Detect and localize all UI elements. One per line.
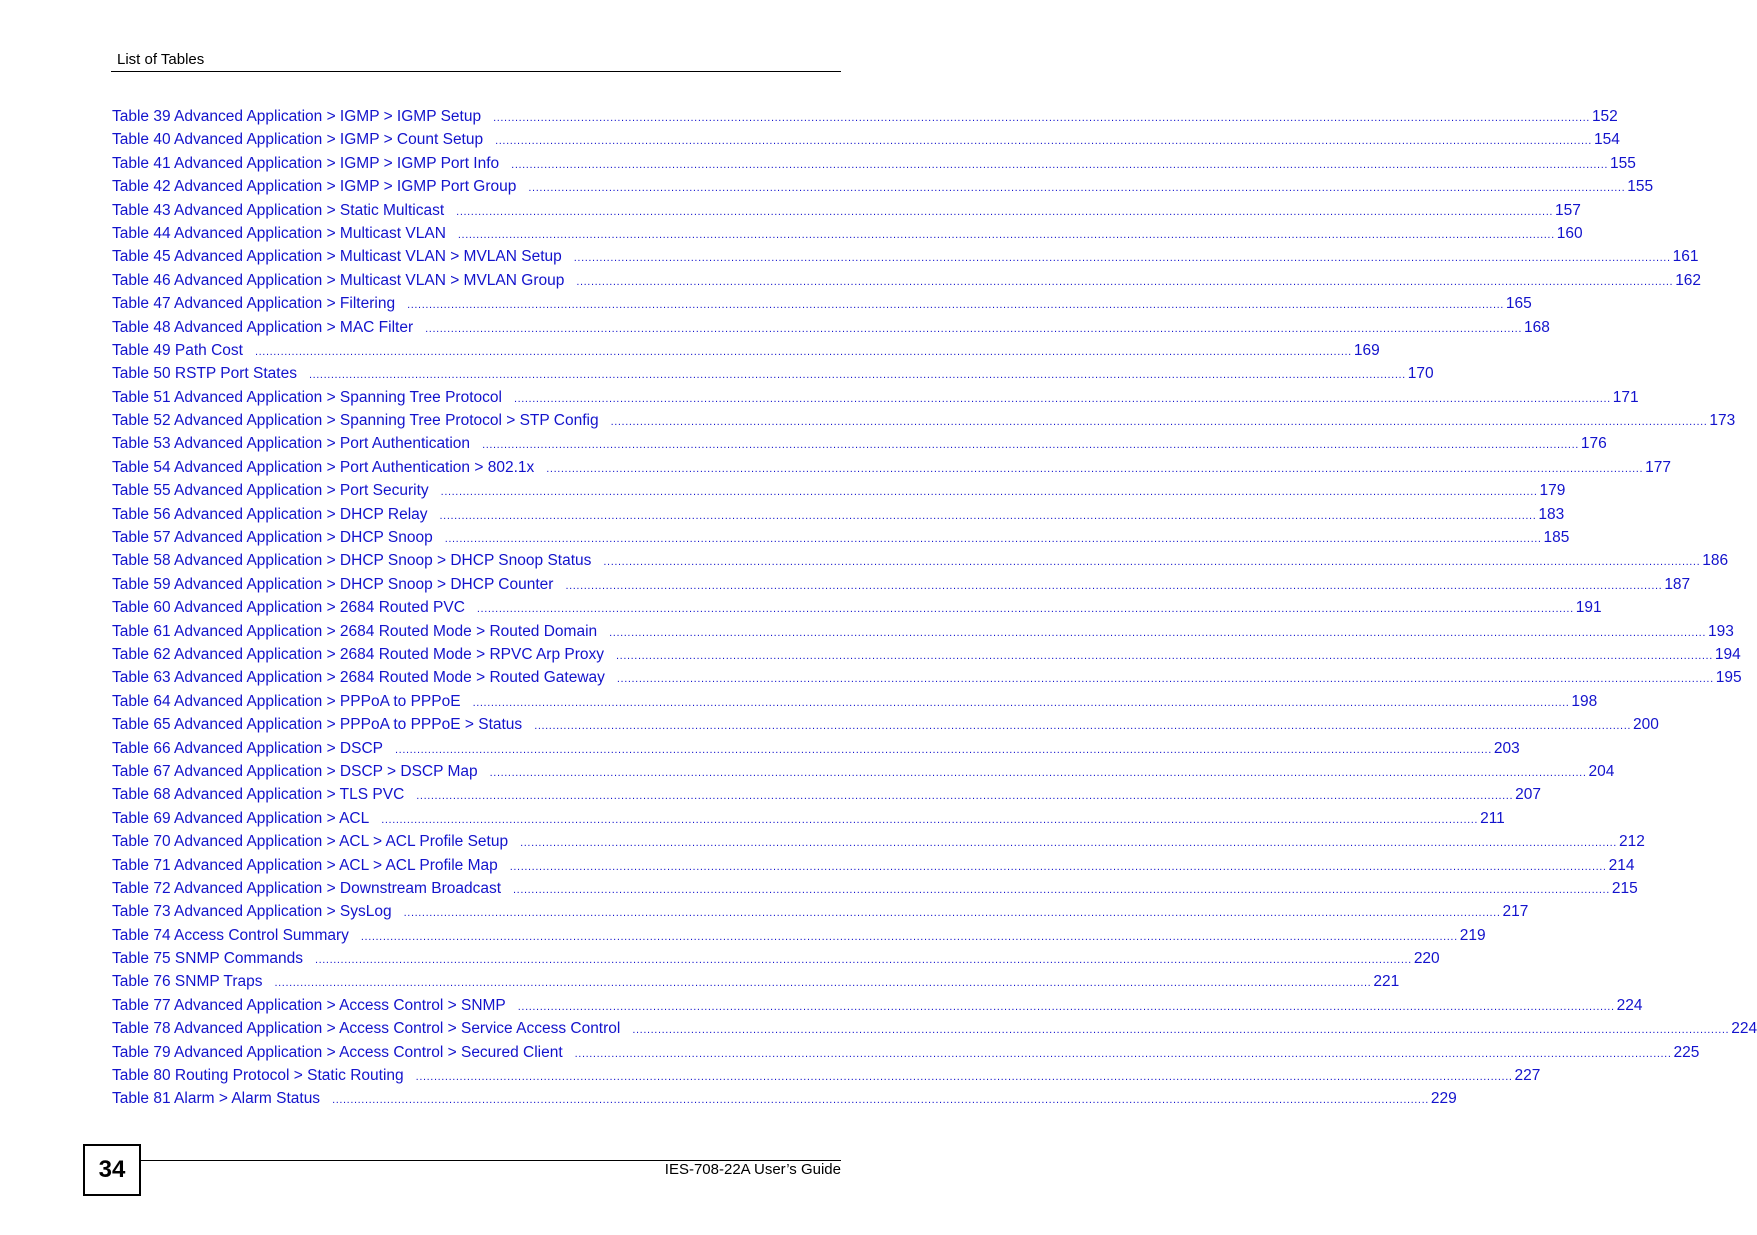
toc-entry-title[interactable]: Table 81 Alarm > Alarm Status (112, 1090, 321, 1108)
toc-entry-page[interactable]: 211 (1480, 809, 1505, 827)
page-number: 34 (98, 1156, 126, 1183)
dot-leader: ............................................................................................................................................................................................................................................................................................................ (254, 345, 1352, 358)
header-divider (111, 71, 841, 72)
dot-leader: ............................................................................................................................................................................................................................................................................................................ (439, 509, 1537, 522)
dot-leader: ............................................................................................................................................................................................................................................................................................................ (616, 649, 1713, 662)
toc-entry-page[interactable]: 220 (1413, 950, 1440, 968)
toc-entry-page[interactable]: 214 (1608, 856, 1635, 874)
toc-entry-page[interactable]: 177 (1645, 458, 1671, 476)
dot-leader: ............................................................................................................................................................................................................................................................................................................ (472, 696, 1570, 709)
toc-entry[interactable] (112, 970, 1400, 993)
toc-entry-page[interactable]: 161 (1672, 248, 1699, 266)
toc-entry-title[interactable]: Table 50 RSTP Port States (112, 365, 297, 383)
toc-entry-title[interactable]: Table 65 Advanced Application > PPPoA to PPPoE > Status (112, 716, 523, 734)
toc-entry-title[interactable]: Table 57 Advanced Application > DHCP Snoop (112, 529, 433, 547)
toc-entry-title[interactable]: Table 73 Advanced Application > SysLog (112, 903, 392, 921)
toc-entry[interactable] (112, 620, 1734, 643)
toc-entry[interactable] (112, 339, 1380, 362)
dot-leader: ............................................................................................................................................................................................................................................................................................................ (511, 158, 1609, 171)
dot-leader: ............................................................................................................................................................................................................................................................................................................ (610, 416, 1708, 429)
toc-entry-page[interactable]: 176 (1580, 435, 1607, 453)
dot-leader: ............................................................................................................................................................................................................................................................................................................ (513, 883, 1610, 896)
toc-entry[interactable] (112, 316, 1550, 339)
toc-entry-title[interactable]: Table 55 Advanced Application > Port Security (112, 482, 429, 500)
toc-entry[interactable] (112, 386, 1639, 409)
toc-entry[interactable] (112, 994, 1643, 1017)
toc-entry[interactable] (112, 783, 1541, 806)
dot-leader: ............................................................................................................................................................................................................................................................................................................ (332, 1094, 1429, 1107)
toc-entry-page[interactable]: 224 (1731, 1020, 1757, 1038)
toc-entry[interactable] (112, 549, 1729, 572)
toc-entry[interactable] (112, 690, 1598, 713)
dot-leader: ............................................................................................................................................................................................................................................................................................................ (609, 626, 1706, 639)
toc-entry-page[interactable]: 224 (1616, 996, 1643, 1014)
toc-entry[interactable] (112, 737, 1520, 760)
toc-entry[interactable] (112, 713, 1659, 736)
dot-leader: ............................................................................................................................................................................................................................................................................................................ (425, 322, 1522, 335)
toc-entry[interactable] (112, 760, 1615, 783)
toc-entry-page[interactable]: 169 (1353, 341, 1380, 359)
dot-leader: ............................................................................................................................................................................................................................................................................................................ (495, 135, 1592, 148)
dot-leader: ............................................................................................................................................................................................................................................................................................................ (482, 439, 1579, 452)
toc-entry-page[interactable]: 227 (1514, 1067, 1541, 1085)
toc-entry-title[interactable]: Table 56 Advanced Application > DHCP Relay (112, 505, 428, 523)
toc-entry-title[interactable]: Table 69 Advanced Application > ACL (112, 809, 370, 827)
toc-entry-title[interactable]: Table 62 Advanced Application > 2684 Routed Mode > RPVC Arp Proxy (112, 645, 605, 663)
toc-entry-page[interactable]: 173 (1709, 412, 1736, 430)
toc-entry-title[interactable]: Table 72 Advanced Application > Downstream Broadcast (112, 879, 502, 897)
toc-entry-title[interactable]: Table 39 Advanced Application > IGMP > IGMP Setup (112, 108, 482, 125)
toc-entry[interactable] (112, 432, 1607, 455)
toc-entry-title[interactable]: Table 64 Advanced Application > PPPoA to PPPoE (112, 692, 461, 710)
toc-entry[interactable] (112, 152, 1636, 175)
dot-leader: ............................................................................................................................................................................................................................................................................................................ (517, 1000, 1615, 1013)
dot-leader: ............................................................................................................................................................................................................................................................................................................ (395, 743, 1492, 756)
dot-leader: ............................................................................................................................................................................................................................................................................................................ (415, 1071, 1513, 1084)
dot-leader: ............................................................................................................................................................................................................................................................................................................ (603, 556, 1701, 569)
toc-entry-page[interactable]: 229 (1430, 1090, 1457, 1108)
dot-leader: ............................................................................................................................................................................................................................................................................................................ (403, 907, 1501, 920)
toc-entry-title[interactable]: Table 41 Advanced Application > IGMP > IGMP Port Info (112, 154, 500, 172)
toc-entry-title[interactable]: Table 60 Advanced Application > 2684 Routed PVC (112, 599, 465, 617)
toc-entry-title[interactable]: Table 75 SNMP Commands (112, 950, 303, 968)
dot-leader: ............................................................................................................................................................................................................................................................................................................ (360, 930, 1458, 943)
toc-entry-title[interactable]: Table 61 Advanced Application > 2684 Routed Mode > Routed Domain (112, 622, 598, 640)
toc-entry[interactable] (112, 1017, 1757, 1040)
toc-entry[interactable] (112, 362, 1434, 385)
toc-entry[interactable] (112, 830, 1645, 853)
dot-leader: ............................................................................................................................................................................................................................................................................................................ (314, 954, 1412, 967)
toc-entry[interactable] (112, 1041, 1700, 1064)
toc-entry[interactable] (112, 456, 1671, 479)
dot-leader: ............................................................................................................................................................................................................................................................................................................ (274, 977, 1372, 990)
toc-entry-page[interactable]: 160 (1556, 224, 1583, 242)
toc-entry[interactable] (112, 643, 1741, 666)
toc-entry-page[interactable]: 219 (1459, 926, 1486, 944)
toc-entry-page[interactable]: 185 (1543, 529, 1570, 547)
toc-entry-title[interactable]: Table 53 Advanced Application > Port Authentication (112, 435, 471, 453)
toc-entry-title[interactable]: Table 43 Advanced Application > Static Multicast (112, 201, 445, 219)
toc-entry-title[interactable]: Table 51 Advanced Application > Spanning Tree Protocol (112, 388, 502, 406)
dot-leader: ............................................................................................................................................................................................................................................................................................................ (456, 205, 1554, 218)
toc-entry[interactable] (112, 128, 1620, 151)
toc-entry[interactable] (112, 199, 1581, 222)
dot-leader: ............................................................................................................................................................................................................................................................................................................ (308, 369, 1406, 382)
guide-title: IES-708-22A User’s Guide (664, 1161, 841, 1178)
toc-entry-page[interactable]: 198 (1571, 692, 1598, 710)
toc-entry-page[interactable]: 186 (1702, 552, 1729, 570)
toc-entry-page[interactable]: 207 (1515, 786, 1541, 804)
toc-entry[interactable] (112, 245, 1699, 268)
toc-entry-page[interactable]: 221 (1373, 973, 1400, 991)
toc-entry-page[interactable]: 215 (1611, 879, 1638, 897)
dot-leader: ............................................................................................................................................................................................................................................................................................................ (632, 1024, 1730, 1037)
toc-entry-page[interactable]: 194 (1714, 645, 1741, 663)
toc-entry-title[interactable]: Table 40 Advanced Application > IGMP > Count Setup (112, 131, 484, 149)
toc-entry-page[interactable]: 200 (1633, 716, 1659, 734)
toc-entry-page[interactable]: 165 (1505, 295, 1532, 313)
dot-leader: ............................................................................................................................................................................................................................................................................................................ (407, 299, 1504, 312)
toc-entry-title[interactable]: Table 80 Routing Protocol > Static Routing (112, 1067, 404, 1085)
toc-entry-page[interactable]: 203 (1493, 739, 1520, 757)
toc-entry-title[interactable]: Table 52 Advanced Application > Spanning Tree Protocol > STP Config (112, 412, 599, 430)
toc-entry-title[interactable]: Table 66 Advanced Application > DSCP (112, 739, 384, 757)
toc-entry-page[interactable]: 212 (1618, 833, 1645, 851)
toc-entry-title[interactable]: Table 67 Advanced Application > DSCP > DSCP Map (112, 762, 478, 780)
toc-entry-title[interactable]: Table 48 Advanced Application > MAC Filter (112, 318, 414, 336)
toc-entry-title[interactable]: Table 58 Advanced Application > DHCP Snoop > DHCP Snoop Status (112, 552, 592, 570)
dot-leader: ............................................................................................................................................................................................................................................................................................................ (509, 860, 1607, 873)
dot-leader: ............................................................................................................................................................................................................................................................................................................ (440, 486, 1538, 499)
toc-entry[interactable] (112, 503, 1565, 526)
toc-entry[interactable] (112, 900, 1529, 923)
toc-entry[interactable] (112, 596, 1602, 619)
toc-entry-title[interactable]: Table 49 Path Cost (112, 341, 243, 359)
page-number-box (83, 1144, 141, 1196)
toc-entry-page[interactable]: 187 (1664, 575, 1691, 593)
toc-entry-page[interactable]: 154 (1593, 131, 1620, 149)
toc-entry-title[interactable]: Table 63 Advanced Application > 2684 Routed Mode > Routed Gateway (112, 669, 605, 687)
toc-entry-title[interactable]: Table 71 Advanced Application > ACL > ACL Profile Map (112, 856, 498, 874)
toc-entry[interactable] (112, 1087, 1457, 1110)
toc-entry[interactable] (112, 409, 1736, 432)
toc-entry-title[interactable]: Table 47 Advanced Application > Filtering (112, 295, 396, 313)
toc-entry-page[interactable]: 155 (1627, 178, 1654, 196)
toc-entry-page[interactable]: 191 (1575, 599, 1602, 617)
toc-entry[interactable] (112, 877, 1638, 900)
toc-entry-title[interactable]: Table 46 Advanced Application > Multicast VLAN > MVLAN Group (112, 271, 565, 289)
dot-leader: ............................................................................................................................................................................................................................................................................................................ (573, 252, 1671, 265)
toc-entry-title[interactable]: Table 54 Advanced Application > Port Authentication > 802.1x (112, 458, 535, 476)
toc-entry-page[interactable]: 171 (1612, 388, 1639, 406)
toc-entry[interactable] (112, 292, 1532, 315)
toc-entry-page[interactable]: 157 (1555, 201, 1581, 219)
toc-entry-page[interactable]: 168 (1523, 318, 1550, 336)
toc-entry[interactable] (112, 526, 1570, 549)
toc-entry[interactable] (112, 573, 1691, 596)
toc-entry-page[interactable]: 152 (1591, 108, 1618, 125)
toc-entry-page[interactable]: 195 (1715, 669, 1742, 687)
dot-leader: ............................................................................................................................................................................................................................................................................................................ (546, 462, 1644, 475)
toc-entry[interactable] (112, 1064, 1541, 1087)
toc-entry[interactable] (112, 222, 1583, 245)
toc-entry-page[interactable]: 162 (1675, 271, 1702, 289)
toc-entry[interactable] (112, 924, 1486, 947)
dot-leader: ............................................................................................................................................................................................................................................................................................................ (489, 766, 1587, 779)
toc-entry[interactable] (112, 175, 1654, 198)
toc-entry[interactable] (112, 269, 1702, 292)
toc-entry[interactable] (112, 854, 1635, 877)
toc-entry-page[interactable]: 183 (1538, 505, 1565, 523)
dot-leader: ............................................................................................................................................................................................................................................................................................................ (513, 392, 1611, 405)
toc-entry-title[interactable]: Table 78 Advanced Application > Access Control > Service Access Control (112, 1020, 621, 1038)
toc-entry[interactable] (112, 105, 1618, 128)
dot-leader: ............................................................................................................................................................................................................................................................................................................ (565, 579, 1663, 592)
dot-leader: ............................................................................................................................................................................................................................................................................................................ (520, 837, 1617, 850)
dot-leader: ............................................................................................................................................................................................................................................................................................................ (476, 603, 1574, 616)
toc-entry[interactable] (112, 947, 1440, 970)
dot-leader: ............................................................................................................................................................................................................................................................................................................ (444, 533, 1542, 546)
toc-entry-title[interactable]: Table 42 Advanced Application > IGMP > IGMP Port Group (112, 178, 517, 196)
dot-leader: ............................................................................................................................................................................................................................................................................................................ (493, 112, 1590, 124)
dot-leader: ............................................................................................................................................................................................................................................................................................................ (574, 1047, 1672, 1060)
toc-entry-page[interactable]: 170 (1407, 365, 1434, 383)
toc-entry[interactable] (112, 807, 1505, 830)
toc-entry-title[interactable]: Table 44 Advanced Application > Multicast VLAN (112, 224, 446, 242)
toc-entry[interactable] (112, 666, 1742, 689)
list-of-tables (112, 105, 1757, 1111)
toc-entry-title[interactable]: Table 45 Advanced Application > Multicast VLAN > MVLAN Setup (112, 248, 562, 266)
toc-entry-title[interactable]: Table 79 Advanced Application > Access Control > Secured Client (112, 1043, 563, 1061)
toc-entry-title[interactable]: Table 77 Advanced Application > Access Control > SNMP (112, 996, 506, 1014)
dot-leader: ............................................................................................................................................................................................................................................................................................................ (528, 182, 1626, 195)
running-header: List of Tables (117, 51, 205, 68)
dot-leader: ............................................................................................................................................................................................................................................................................................................ (457, 228, 1555, 241)
toc-entry-page[interactable]: 193 (1708, 622, 1734, 640)
dot-leader: ............................................................................................................................................................................................................................................................................................................ (616, 673, 1714, 686)
dot-leader: ............................................................................................................................................................................................................................................................................................................ (381, 813, 1479, 826)
toc-entry-page[interactable]: 217 (1502, 903, 1529, 921)
dot-leader: ............................................................................................................................................................................................................................................................................................................ (416, 790, 1514, 803)
toc-entry-page[interactable]: 225 (1673, 1043, 1700, 1061)
toc-entry-page[interactable]: 204 (1588, 762, 1615, 780)
toc-entry-title[interactable]: Table 68 Advanced Application > TLS PVC (112, 786, 405, 804)
dot-leader: ............................................................................................................................................................................................................................................................................................................ (576, 275, 1674, 288)
toc-entry-title[interactable]: Table 70 Advanced Application > ACL > ACL Profile Setup (112, 833, 509, 851)
toc-entry-page[interactable]: 155 (1610, 154, 1636, 172)
toc-entry-title[interactable]: Table 74 Access Control Summary (112, 926, 349, 944)
toc-entry-title[interactable]: Table 76 SNMP Traps (112, 973, 263, 991)
dot-leader: ............................................................................................................................................................................................................................................................................................................ (534, 720, 1632, 733)
toc-entry-page[interactable]: 179 (1539, 482, 1566, 500)
toc-entry[interactable] (112, 479, 1566, 502)
toc-entry-title[interactable]: Table 59 Advanced Application > DHCP Snoop > DHCP Counter (112, 575, 554, 593)
